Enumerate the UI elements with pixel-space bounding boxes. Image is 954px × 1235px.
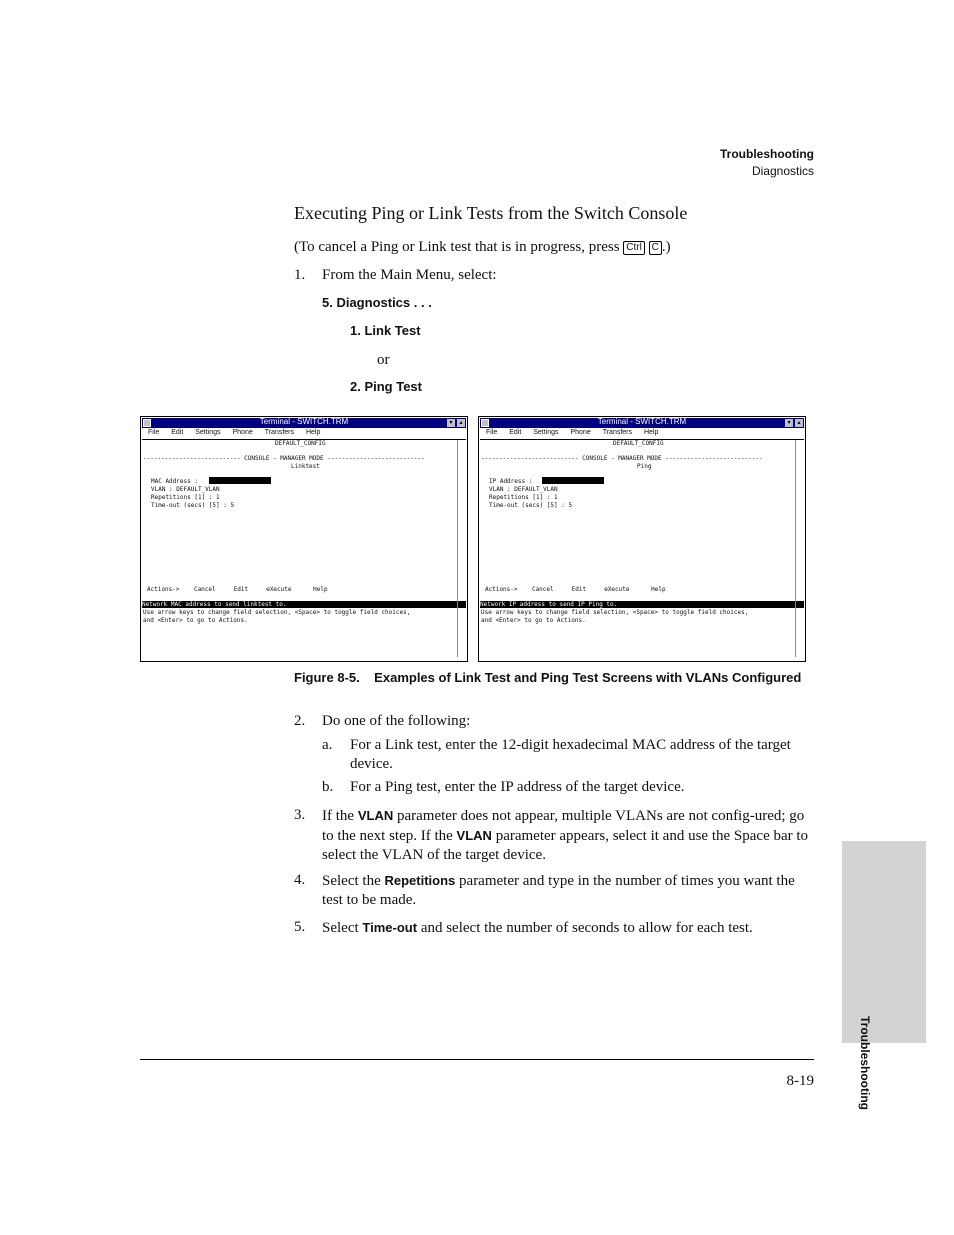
scrollbar[interactable] bbox=[795, 440, 804, 657]
step2-number: 2. bbox=[294, 713, 306, 729]
console-banner: --------------------------- CONSOLE - MANAGER MODE --------------------------- bbox=[143, 455, 425, 462]
step4-text bbox=[322, 871, 814, 910]
c-key: C bbox=[649, 241, 662, 255]
maximize-icon[interactable]: ▴ bbox=[795, 419, 803, 427]
field-timeout[interactable]: Time-out (secs) [5] : 5 bbox=[151, 502, 235, 509]
minimize-icon[interactable]: ▾ bbox=[447, 419, 455, 427]
running-header-chapter: Troubleshooting bbox=[720, 147, 814, 161]
step1-text: From the Main Menu, select: bbox=[322, 267, 497, 283]
step5-part1: Select bbox=[322, 920, 359, 936]
or-text: or bbox=[377, 352, 390, 368]
menu-settings[interactable]: Settings bbox=[195, 429, 221, 436]
status-line: Network MAC address to send linktest to. bbox=[142, 601, 466, 608]
step4-part2: parameter and type in the number of times you want the test to be made. bbox=[322, 873, 795, 908]
step2b-text: For a Ping test, enter the IP address of the target device. bbox=[350, 779, 685, 795]
menu-phone[interactable]: Phone bbox=[232, 429, 253, 436]
console-banner: --------------------------- CONSOLE - MANAGER MODE --------------------------- bbox=[481, 455, 763, 462]
step5-number: 5. bbox=[294, 919, 306, 935]
step2-text: Do one of the following: bbox=[322, 713, 471, 729]
section-title: Executing Ping or Link Tests from the Switch Console bbox=[294, 203, 688, 223]
title-bar bbox=[142, 418, 466, 428]
repetitions-keyword: Repetitions bbox=[384, 873, 456, 888]
screen-name: Ping bbox=[637, 463, 652, 470]
timeout-keyword: Time-out bbox=[362, 920, 418, 935]
menu-link-test: 1. Link Test bbox=[350, 323, 421, 338]
field-ip-address[interactable]: IP Address : bbox=[489, 478, 533, 485]
screen-name: Linktest bbox=[291, 463, 320, 470]
menu-help[interactable]: Help bbox=[643, 429, 659, 436]
step4-part1: Select the bbox=[322, 873, 381, 889]
menu-diagnostics: 5. Diagnostics . . . bbox=[322, 295, 432, 310]
title-bar bbox=[480, 418, 804, 428]
chapter-thumb-tab-label: Troubleshooting bbox=[858, 1016, 872, 1110]
field-mac-address[interactable]: MAC Address : bbox=[151, 478, 198, 485]
field-vlan[interactable]: VLAN : DEFAULT_VLAN bbox=[151, 486, 220, 493]
step2b-label: b. bbox=[322, 779, 334, 795]
status-line: Network IP address to send IP Ping to. bbox=[480, 601, 804, 608]
maximize-icon[interactable]: ▴ bbox=[457, 419, 465, 427]
menu-bar bbox=[142, 429, 466, 440]
field-timeout[interactable]: Time-out (secs) [5] : 5 bbox=[489, 502, 573, 509]
footer-rule bbox=[140, 1059, 814, 1060]
menu-file[interactable]: File bbox=[486, 429, 498, 436]
step5-text bbox=[322, 918, 814, 938]
chapter-thumb-tab bbox=[842, 841, 926, 1110]
menu-help[interactable]: Help bbox=[305, 429, 321, 436]
running-header-section: Diagnostics bbox=[751, 164, 814, 178]
cancel-note-suffix: .) bbox=[661, 239, 671, 255]
menu-phone[interactable]: Phone bbox=[570, 429, 591, 436]
ctrl-key: Ctrl bbox=[623, 241, 645, 255]
config-name: DEFAULT_CONFIG bbox=[275, 440, 326, 447]
menu-bar bbox=[480, 429, 804, 440]
menu-settings[interactable]: Settings bbox=[533, 429, 559, 436]
menu-transfers[interactable]: Transfers bbox=[602, 429, 633, 436]
actions-line[interactable]: Actions-> Cancel Edit eXecute Help bbox=[147, 586, 328, 593]
menu-transfers[interactable]: Transfers bbox=[264, 429, 295, 436]
window-title: Terminal - SWITCH.TRM bbox=[597, 417, 687, 426]
vlan-keyword: VLAN bbox=[357, 808, 394, 823]
menu-file[interactable]: File bbox=[148, 429, 160, 436]
vlan-keyword: VLAN bbox=[456, 828, 492, 843]
help-line-2: and <Enter> to go to Actions. bbox=[481, 617, 586, 624]
menu-edit[interactable]: Edit bbox=[171, 429, 184, 436]
field-repetitions[interactable]: Repetitions [1] : 1 bbox=[489, 494, 558, 501]
menu-ping-test: 2. Ping Test bbox=[350, 379, 422, 394]
step3-part1: If the bbox=[322, 808, 355, 824]
help-line-1: Use arrow keys to change field selection, <Space> to toggle field choices, bbox=[143, 609, 411, 616]
step3-part3: parameter appears, select it and use the Space bar to select the VLAN of the target device. bbox=[322, 828, 809, 863]
figure-caption: Figure 8-5. Examples of Link Test and Ping Test Screens with VLANs Configured bbox=[294, 670, 802, 685]
help-line-1: Use arrow keys to change field selection, <Space> to toggle field choices, bbox=[481, 609, 749, 616]
terminal-window-linktest bbox=[140, 416, 468, 662]
actions-line[interactable]: Actions-> Cancel Edit eXecute Help bbox=[485, 586, 666, 593]
step4-number: 4. bbox=[294, 872, 306, 888]
step2a-text: For a Link test, enter the 12-digit hexadecimal MAC address of the target device. bbox=[350, 737, 791, 772]
terminal-window-ping bbox=[478, 416, 806, 662]
field-vlan[interactable]: VLAN : DEFAULT_VLAN bbox=[489, 486, 558, 493]
field-repetitions[interactable]: Repetitions [1] : 1 bbox=[151, 494, 220, 501]
ip-address-input[interactable] bbox=[542, 477, 604, 484]
window-title: Terminal - SWITCH.TRM bbox=[259, 417, 349, 426]
step3-text bbox=[322, 806, 814, 865]
mac-address-input[interactable] bbox=[209, 477, 271, 484]
step1-number: 1. bbox=[294, 267, 306, 283]
step2a-label: a. bbox=[322, 737, 333, 753]
step3-number: 3. bbox=[294, 807, 306, 823]
scrollbar[interactable] bbox=[457, 440, 466, 657]
minimize-icon[interactable]: ▾ bbox=[785, 419, 793, 427]
config-name: DEFAULT_CONFIG bbox=[613, 440, 664, 447]
step5-part2: and select the number of seconds to allow for each test. bbox=[420, 920, 753, 936]
cancel-note bbox=[294, 238, 814, 257]
menu-edit[interactable]: Edit bbox=[509, 429, 522, 436]
step3-part2: parameter does not appear, multiple VLANs are not config-ured; go to the next step. If the bbox=[322, 808, 805, 844]
help-line-2: and <Enter> to go to Actions. bbox=[143, 617, 248, 624]
cancel-note-prefix: (To cancel a Ping or Link test that is in progress, press bbox=[294, 239, 620, 255]
page-number: 8-19 bbox=[786, 1073, 814, 1089]
